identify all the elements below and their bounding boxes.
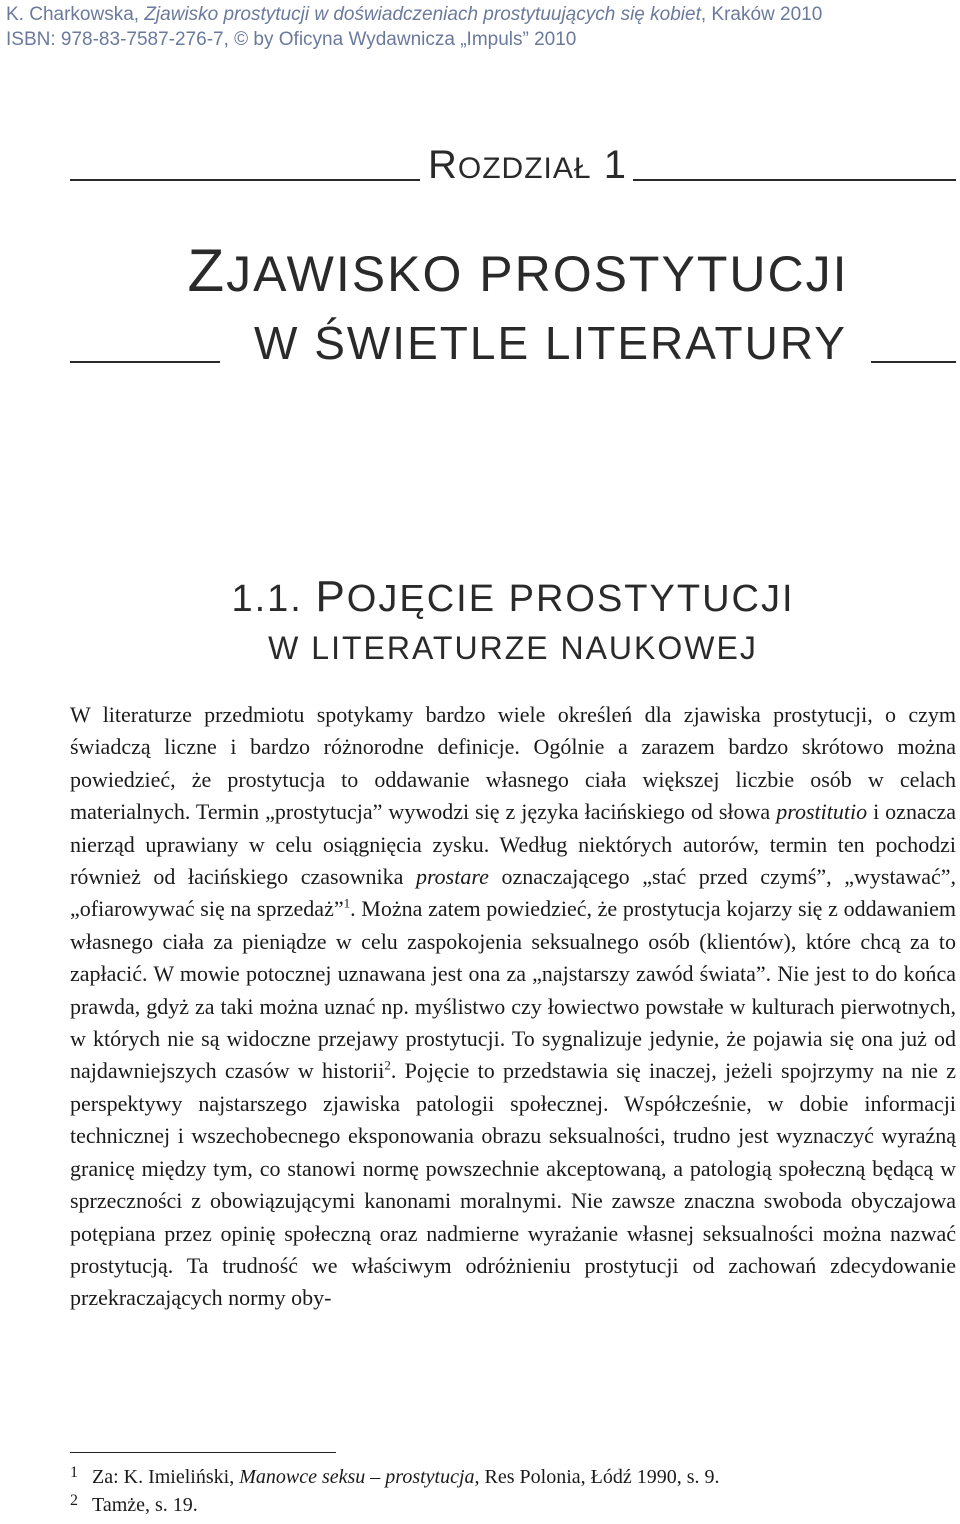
chapter-heading [70,140,956,190]
footnote-1 [70,1463,956,1491]
chapter-title-line2: W ŚWIETLE LITERATURY [254,317,847,369]
footnote-text: Za: K. Imieliński, Manowce seksu – prostytucja, Res Polonia, Łódź 1990, s. 9. [92,1466,720,1488]
citation-line [6,2,954,27]
section-heading-line2: W LITERATURZE NAUKOWEJ [268,630,758,666]
footnote-ref-1[interactable]: 1 [343,896,351,912]
title-rule-left [70,361,220,363]
chapter-label: ROZDZIAŁ 1 [428,142,627,187]
latin-term-prostare: prostare [415,864,489,890]
chapter-number: 1 [603,142,627,187]
footnote-ref-2[interactable]: 2 [384,1058,391,1074]
chapter-rule-right [633,179,956,181]
section-number: 1.1. [231,578,316,620]
latin-term-prostitutio: prostitutio [776,799,868,825]
chapter-rule-left [70,179,420,181]
chapter-title [70,232,956,376]
paragraph: W literaturze przedmiotu spotykamy bardzo wiele określeń dla zjawiska prostytucji, o czym świadczą liczne i bardzo różnorodne definicje. Ogólnie a zarazem bardzo skrótowo można powiedzieć, że prostytucja to oddawanie własnego ciała większej liczbie osób w celach materialnych. Termin „prostytucja” wywodzi się z języka łacińskiego od słowa prostitutio i oznacza nierząd uprawiany w celu osiągnięcia zysku. Według niektórych autorów, termin ten pochodzi również od łacińskiego czasownika prostare oznaczającego „stać przed czymś”, „wystawać”, „ofiarowywać się na sprzedaż”$^1$. Można zatem powiedzieć, że prostytucja kojarzy się z oddawaniem własnego ciała za pieniądze w celu zaspokojenia seksualnego osób (klientów), które chcą za to zapłacić. W mowie potocznej uznawana jest ona za „najstarszy zawód świata”. Nie jest to do końca prawda, gdyż za taki można uznać np. myślistwo czy łowiectwo powstałe w kulturach pierwotnych, w których nie są widoczne przejawy prostytucji. To sygnalizuje jedynie, że pojawia się ona już od najdawniejszych czasów w historii$^2$. Pojęcie to przedstawia się inaczej, jeżeli spojrzymy na nie z perspektywy najstarszego zjawiska patologii społecznej. Współcześnie, w dobie informacji technicznej i wszechobecnego eksponowania obrazu seksualności, trudno jest wyznaczyć wyraźną granicę między tym, co stanowi normę powszechnie akceptowaną, a patologią społeczną będącą w sprzeczności z obowiązującymi kanonami moralnymi. Nie zawsze znaczna swoboda obyczajowa potępiana przez opinię społeczną oraz nadmierne wyrażanie własnej seksualności można nazwać prostytucją. Ta trudność we właściwym odróżnieniu prostytucji od zachowań zdecydowanie przekraczających normy oby- [70,702,957,1311]
footnote-2 [70,1491,956,1519]
section-heading [70,572,956,672]
isbn-line: ISBN: 978-83-7587-276-7, © by Oficyna Wydawnicza „Impuls” 2010 [6,29,577,50]
footnote-text: Tamże, s. 19. [92,1494,198,1516]
book-title: Zjawisko prostytucji w doświadczeniach prostytuujących się kobiet [144,4,701,25]
chapter-title-line1: ZJAWISKO PROSTYTUCJI [187,237,849,304]
copyright-header [6,2,954,52]
title-rule-right [871,361,956,363]
publication-place-year: , Kraków 2010 [700,4,823,25]
footnote-separator [70,1452,336,1453]
cited-title: Manowce seksu – prostytucja [239,1466,475,1488]
footnote-number: 2 [70,1492,78,1509]
body-text [70,699,956,1315]
author-name: K. Charkowska, [6,4,145,25]
chapter-title-line2-row [70,310,956,376]
footnote-number: 1 [70,1464,78,1481]
footnotes [70,1463,956,1519]
section-heading-line1: 1.1. POJĘCIE PROSTYTUCJI [231,572,795,621]
